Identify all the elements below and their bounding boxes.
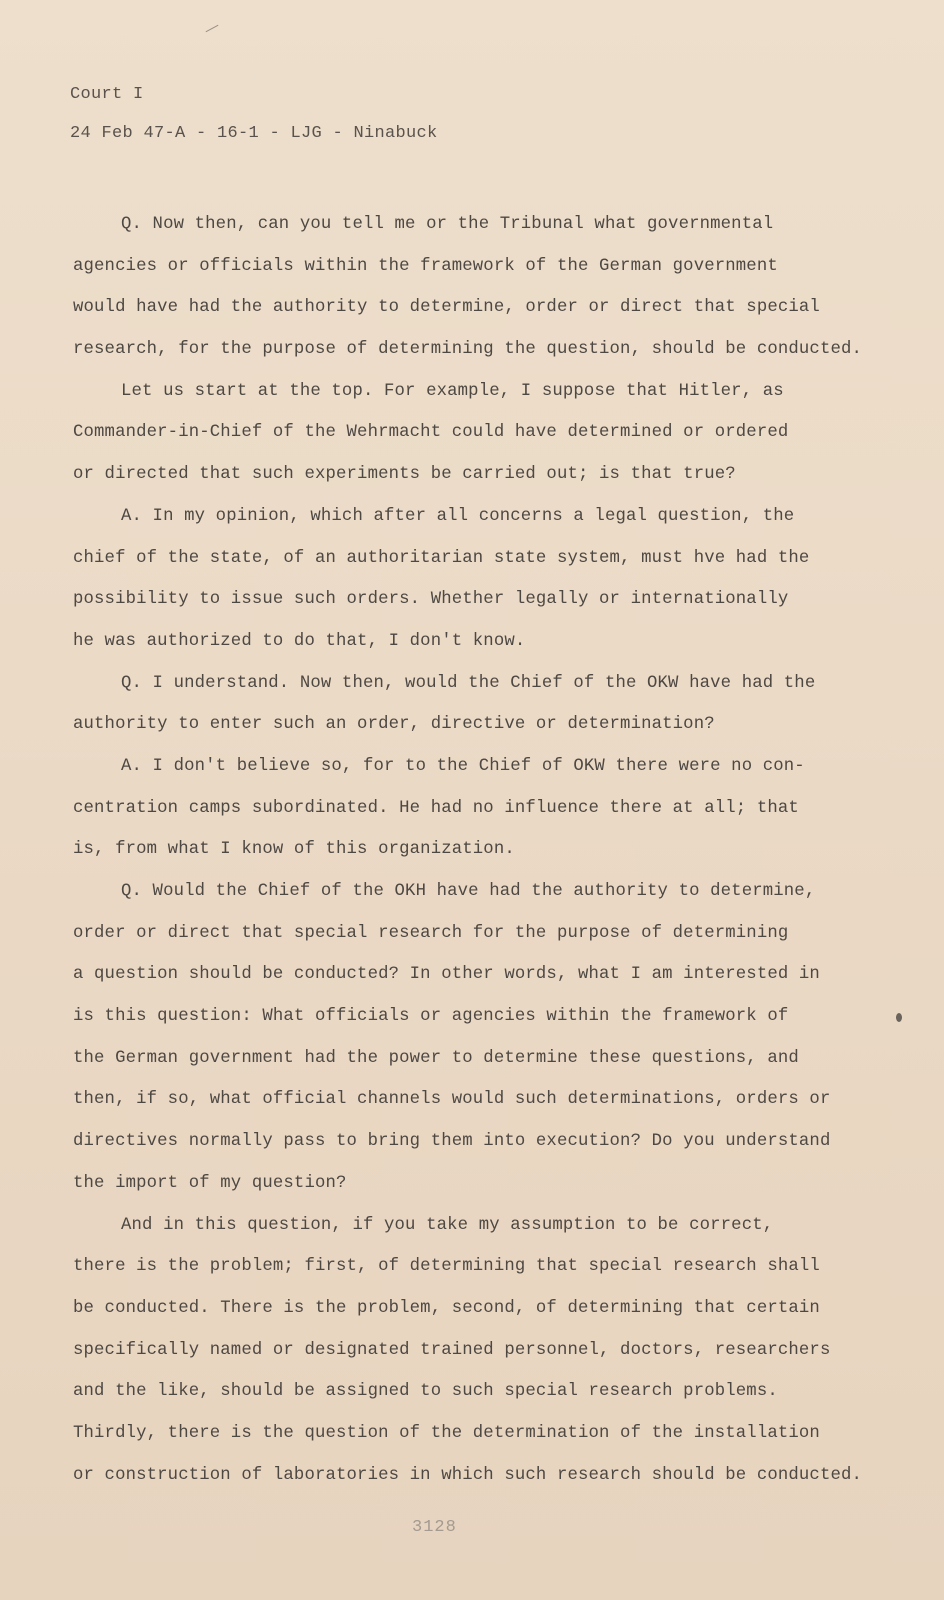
text-line: is this question: What officials or agencies within the framework of [73,1007,789,1027]
court-label: Court I [70,85,144,104]
text-line: the import of my question? [73,1173,347,1193]
ink-speck [896,1013,902,1022]
text-line: he was authorized to do that, I don't know. [73,631,526,651]
text-line: and the like, should be assigned to such special research problems. [73,1382,778,1402]
text-line: chief of the state, of an authoritarian state system, must hve had the [73,548,810,568]
text-line: a question should be conducted? In other words, what I am interested in [73,965,820,985]
text-line: Q. Now then, can you tell me or the Tribunal what governmental [121,215,774,234]
text-line: research, for the purpose of determining the question, should be conducted. [73,340,863,360]
text-line: And in this question, if you take my assumption to be correct, [121,1215,774,1235]
text-line: Q. I understand. Now then, would the Chief of the OKW have had the [121,673,816,693]
transcript-reference: 24 Feb 47-A - 16-1 - LJG - Ninabuck [70,124,438,143]
text-line: A. I don't believe so, for to the Chief of OKW there were no con- [121,756,805,776]
text-line: the German government had the power to determine these questions, and [73,1048,799,1068]
text-line: possibility to issue such orders. Whether legally or internationally [73,590,789,610]
text-line: directives normally pass to bring them into execution? Do you understand [73,1132,831,1152]
text-line: Let us start at the top. For example, I suppose that Hitler, as [121,381,784,401]
text-line: order or direct that special research for the purpose of determining [73,923,789,943]
text-line: then, if so, what official channels would such determinations, orders or [73,1090,831,1110]
text-line: would have had the authority to determine, order or direct that special [73,298,820,318]
testimony-body [73,204,863,1496]
text-line: centration camps subordinated. He had no influence there at all; that [73,798,799,818]
text-line: Thirdly, there is the question of the determination of the installation [73,1423,820,1443]
text-line: be conducted. There is the problem, second, of determining that certain [73,1298,820,1318]
text-line: Q. Would the Chief of the OKH have had the authority to determine, [121,882,816,901]
page-number: 3128 [412,1518,457,1537]
text-line: agencies or officials within the framework of the German government [73,256,778,276]
text-line: or directed that such experiments be carried out; is that true? [73,465,736,485]
text-line: A. In my opinion, which after all concerns a legal question, the [121,506,795,526]
pencil-mark [206,25,219,32]
text-line: specifically named or designated trained personnel, doctors, researchers [73,1340,831,1360]
text-line: is, from what I know of this organization. [73,840,515,860]
text-line: Commander-in-Chief of the Wehrmacht could have determined or ordered [73,423,789,443]
text-line: there is the problem; first, of determining that special research shall [73,1257,820,1277]
text-line: or construction of laboratories in which such research should be conducted. [73,1465,863,1485]
text-line: authority to enter such an order, directive or determination? [73,715,715,735]
